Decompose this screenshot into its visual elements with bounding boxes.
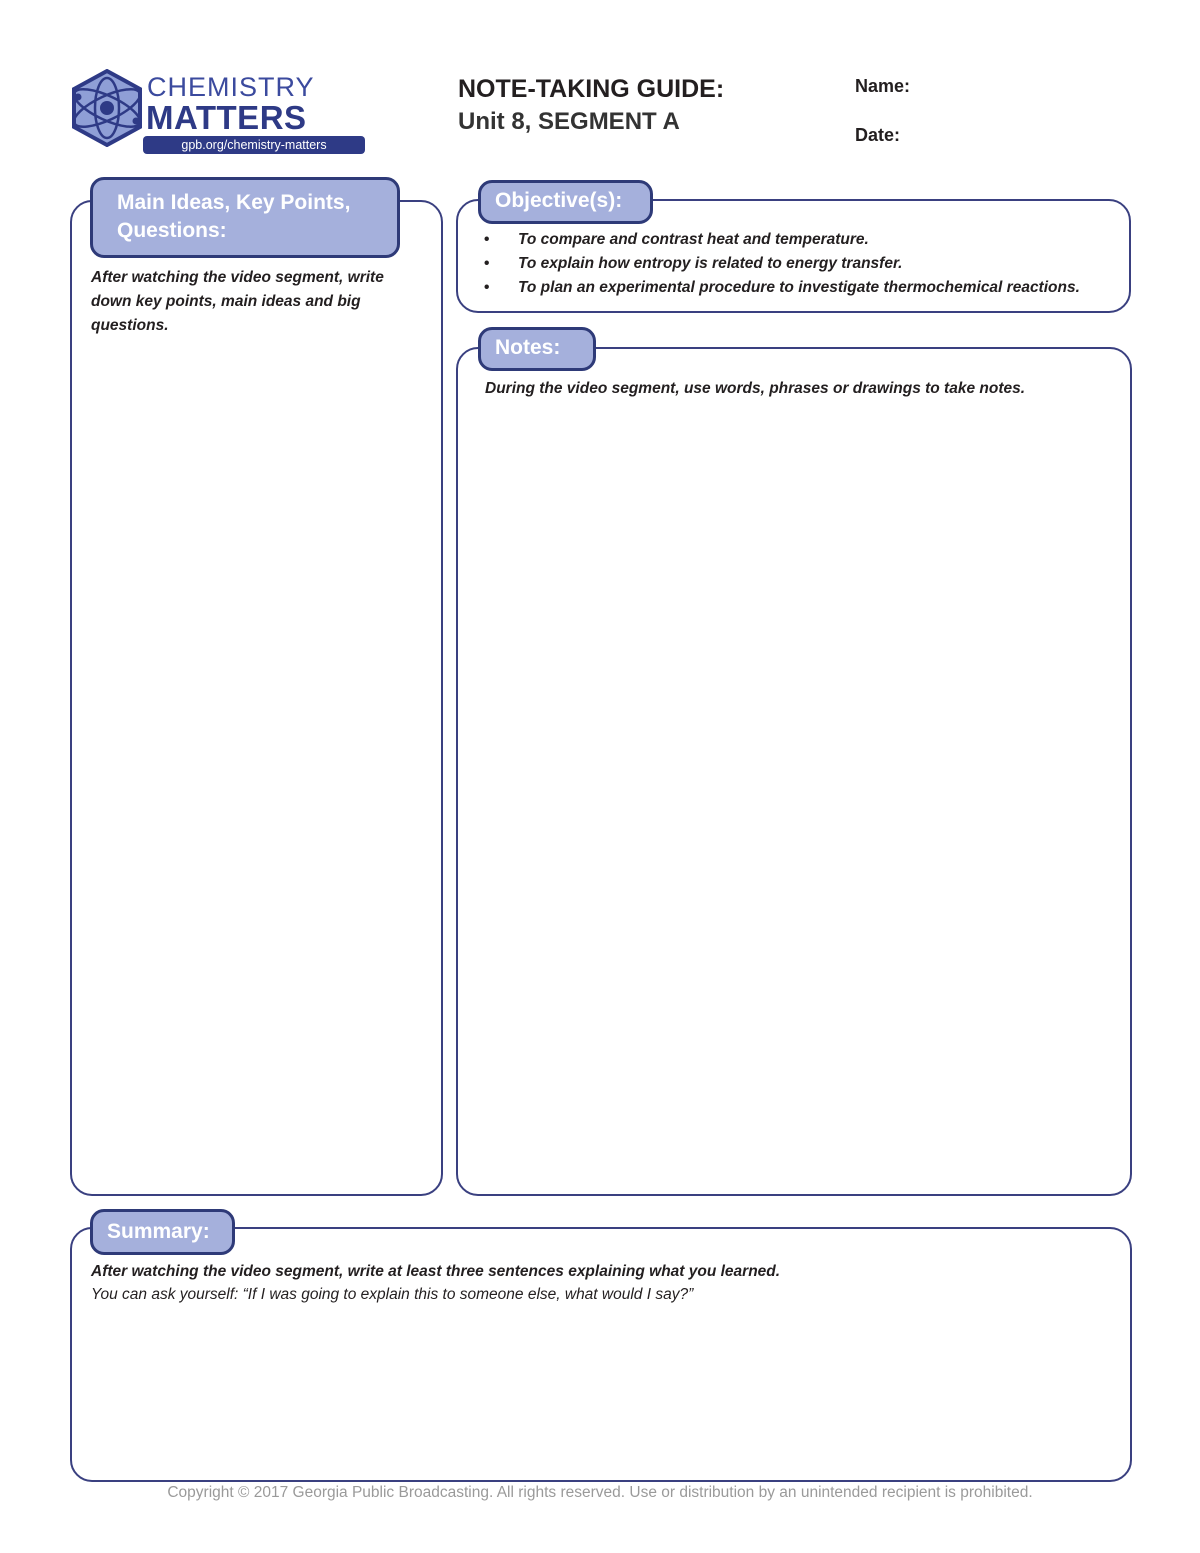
objective-text: To compare and contrast heat and temperature. bbox=[518, 231, 869, 248]
notes-tab: Notes: bbox=[478, 327, 596, 371]
date-label: Date: bbox=[855, 125, 901, 145]
main-ideas-instruction: After watching the video segment, write down key points, main ideas and big questions. bbox=[91, 269, 384, 335]
bullet-icon: • bbox=[484, 279, 490, 296]
page-subtitle: Unit 8, SEGMENT A bbox=[458, 108, 680, 135]
notes-panel[interactable] bbox=[456, 347, 1132, 1196]
atom-hexagon-icon bbox=[68, 69, 146, 147]
bullet-icon: • bbox=[484, 231, 490, 248]
name-label: Name: bbox=[855, 76, 911, 96]
objective-item bbox=[482, 252, 1080, 276]
summary-prompt: You can ask yourself: “If I was going to explain this to someone else, what would I say?” bbox=[91, 1286, 694, 1303]
logo-url: gpb.org/chemistry-matters bbox=[143, 136, 365, 154]
summary-instruction: After watching the video segment, write at least three sentences explaining what you learned. bbox=[91, 1263, 781, 1280]
logo-text-chemistry: CHEMISTRY bbox=[147, 72, 315, 102]
objective-text: To plan an experimental procedure to investigate thermochemical reactions. bbox=[518, 279, 1080, 296]
main-ideas-panel[interactable] bbox=[70, 200, 443, 1196]
objective-item bbox=[482, 228, 1080, 252]
objectives-tab: Objective(s): bbox=[478, 180, 653, 224]
summary-tab: Summary: bbox=[90, 1209, 235, 1255]
objectives-list bbox=[482, 228, 1080, 300]
page-title: NOTE-TAKING GUIDE: bbox=[458, 75, 725, 103]
objective-text: To explain how entropy is related to energy transfer. bbox=[518, 255, 903, 272]
bullet-icon: • bbox=[484, 255, 490, 272]
main-ideas-tab: Main Ideas, Key Points, Questions: bbox=[90, 177, 400, 258]
copyright-notice: Copyright © 2017 Georgia Public Broadcasting. All rights reserved. Use or distribution by an unintended recipient is prohibited. bbox=[167, 1484, 1033, 1501]
logo-text-matters: MATTERS bbox=[146, 99, 307, 136]
notes-instruction: During the video segment, use words, phrases or drawings to take notes. bbox=[485, 380, 1026, 397]
objective-item bbox=[482, 276, 1080, 300]
